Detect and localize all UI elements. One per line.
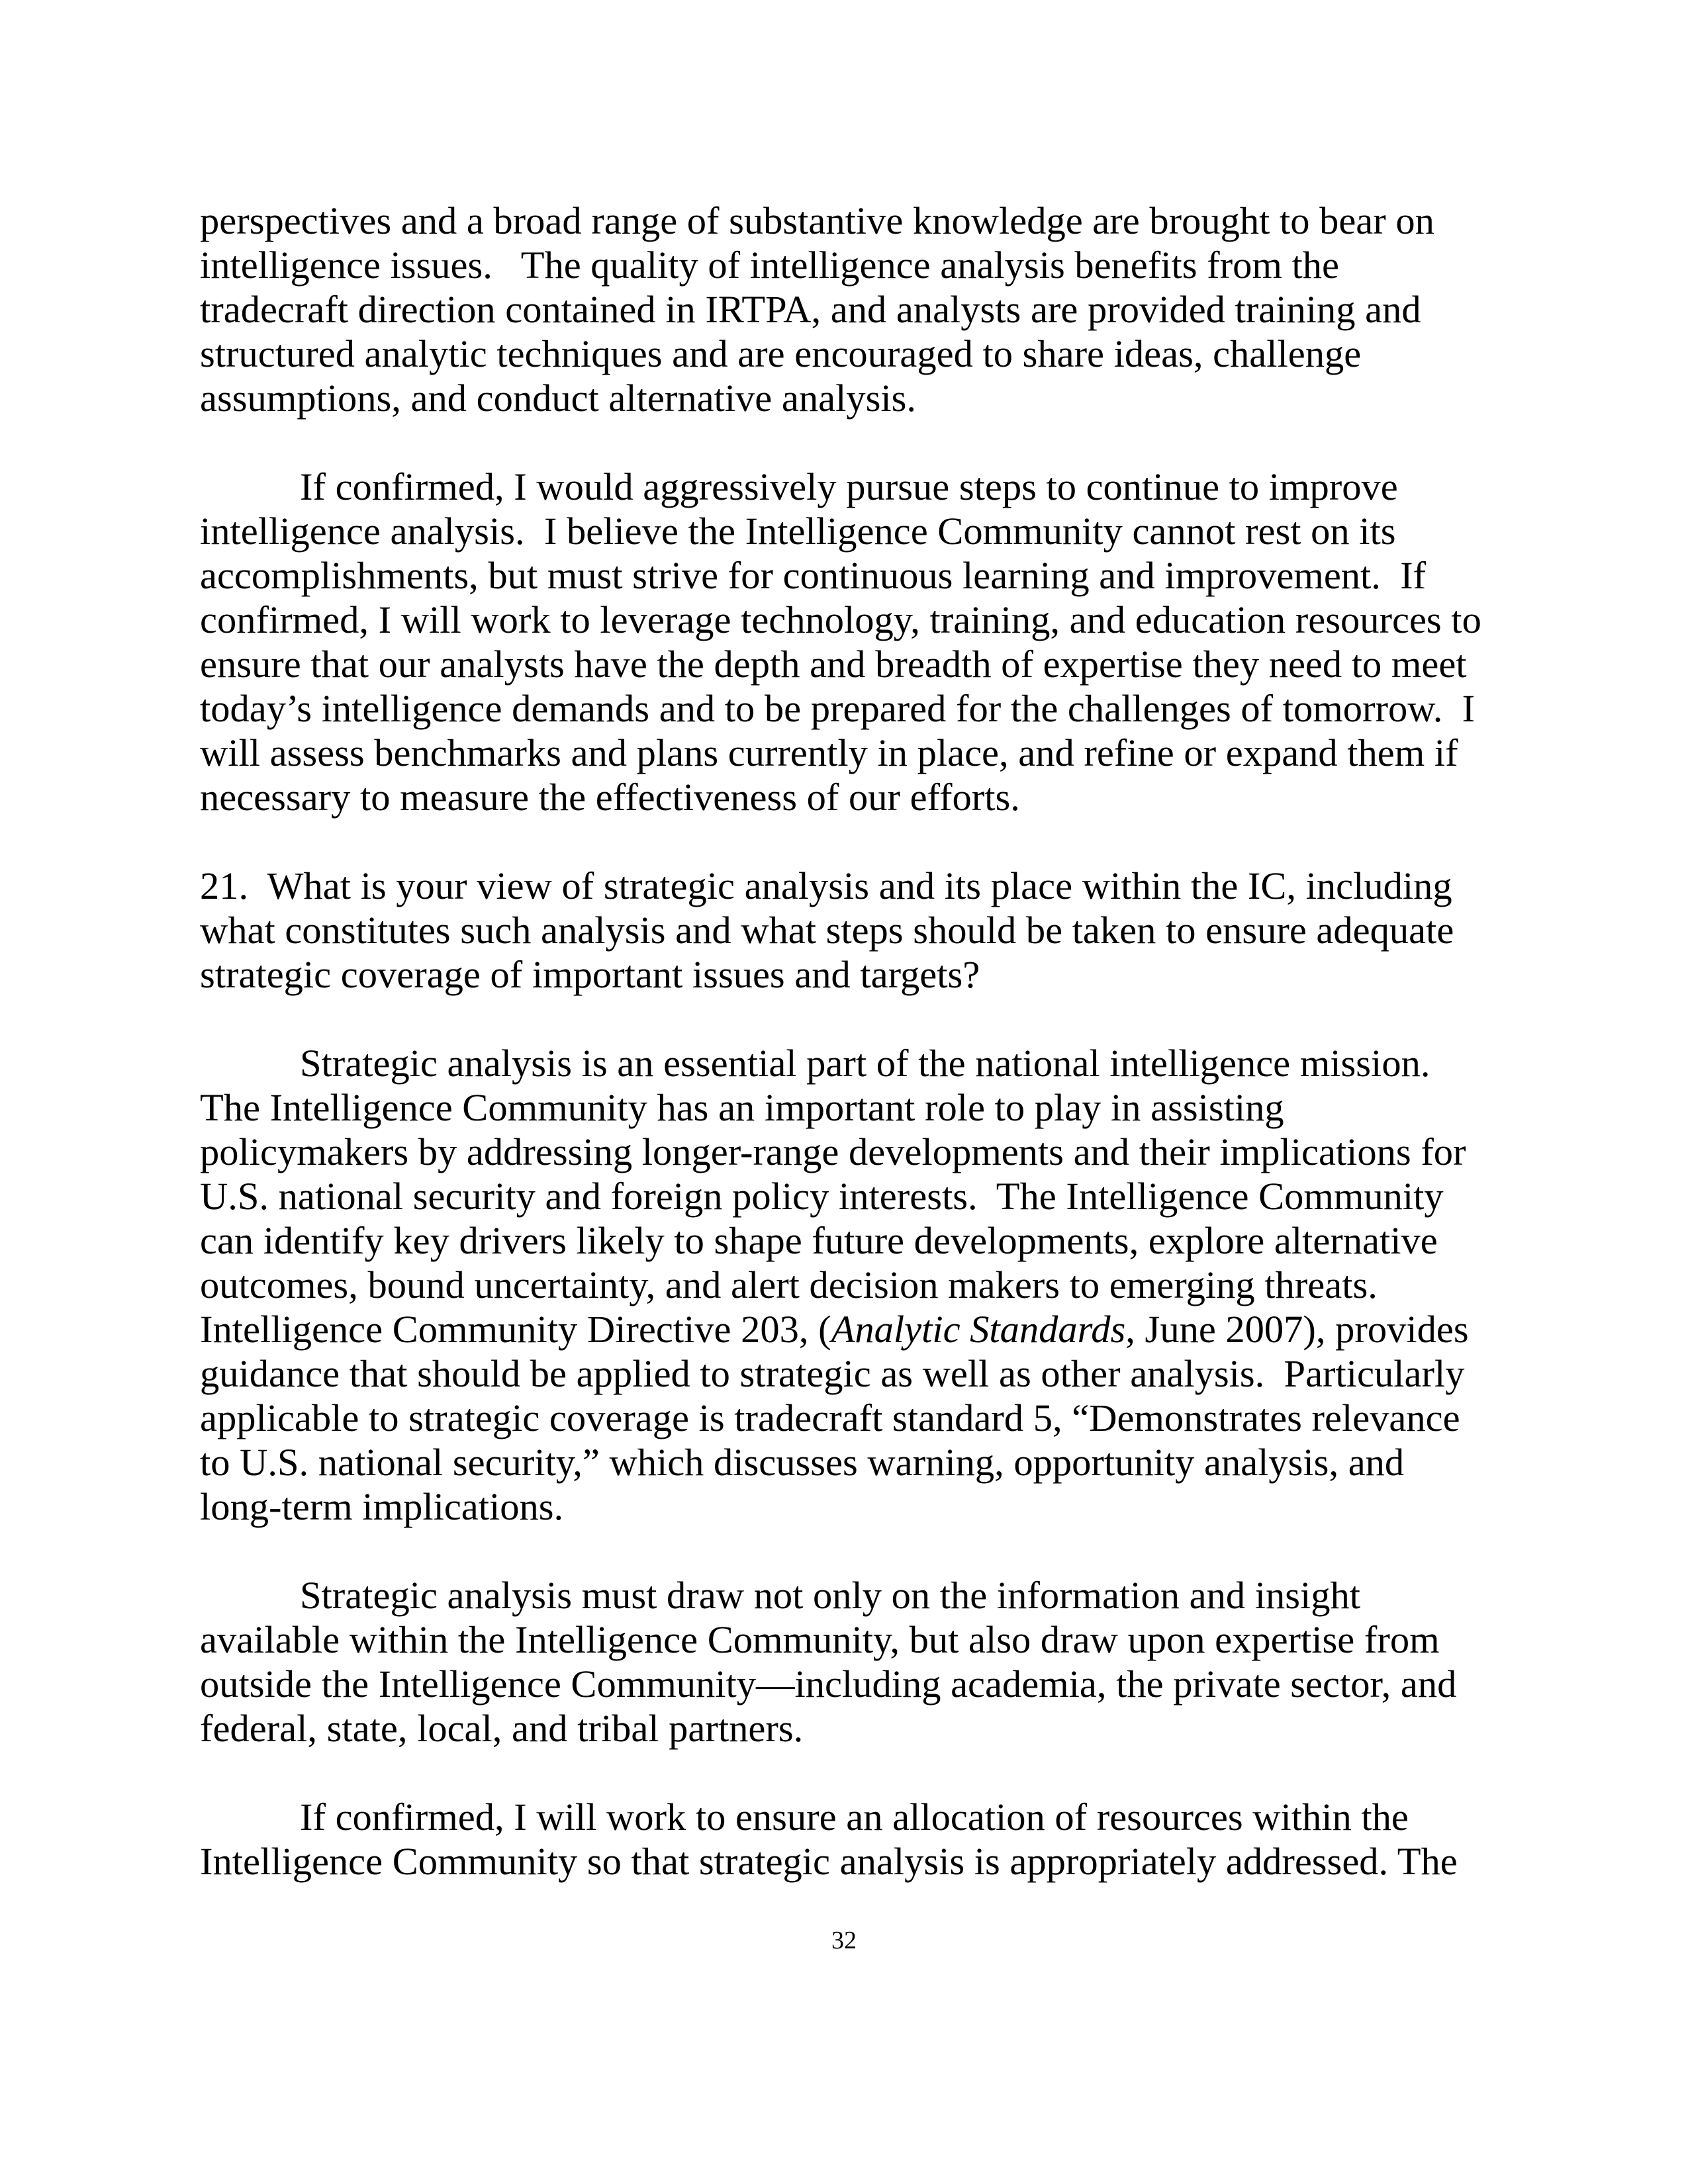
text-line: today’s intelligence demands and to be prepared for the challenges of tomorrow. I: [200, 687, 1476, 730]
citation-prefix: Intelligence Community Directive 203, (: [200, 1308, 831, 1351]
text-line: guidance that should be applied to strategic as well as other analysis. Particularly: [200, 1352, 1465, 1395]
paragraph-first-line: Strategic analysis is an essential part of the national intelligence mission.: [300, 1042, 1430, 1085]
text-line: Intelligence Community so that strategic analysis is appropriately addressed. The: [200, 1840, 1458, 1883]
question-21-line: strategic coverage of important issues and targets?: [200, 953, 980, 996]
text-line: outside the Intelligence Community—including academia, the private sector, and: [200, 1662, 1457, 1706]
citation-title-italic: Analytic Standards: [831, 1308, 1126, 1351]
text-line: will assess benchmarks and plans currently in place, and refine or expand them if: [200, 731, 1458, 774]
question-21-line: 21. What is your view of strategic analysis and its place within the IC, including: [200, 864, 1452, 907]
text-line: perspectives and a broad range of substantive knowledge are brought to bear on: [200, 199, 1434, 242]
text-line: applicable to strategic coverage is tradecraft standard 5, “Demonstrates relevance: [200, 1396, 1460, 1439]
paragraph-first-line: If confirmed, I would aggressively pursue steps to continue to improve: [300, 465, 1398, 508]
text-line: intelligence issues. The quality of intelligence analysis benefits from the: [200, 244, 1339, 287]
text-line: accomplishments, but must strive for continuous learning and improvement. If: [200, 554, 1427, 597]
text-line: available within the Intelligence Community, but also draw upon expertise from: [200, 1618, 1440, 1661]
citation-suffix: , June 2007), provides: [1125, 1308, 1469, 1351]
text-line: policymakers by addressing longer-range developments and their implications for: [200, 1130, 1466, 1173]
text-line-with-citation: [200, 1307, 1469, 1351]
text-line: tradecraft direction contained in IRTPA, and analysts are provided training and: [200, 288, 1421, 331]
text-line: assumptions, and conduct alternative analysis.: [200, 377, 916, 420]
text-line: outcomes, bound uncertainty, and alert decision makers to emerging threats.: [200, 1263, 1378, 1306]
text-line: federal, state, local, and tribal partners.: [200, 1707, 804, 1750]
paragraph-first-line: If confirmed, I will work to ensure an allocation of resources within the: [300, 1796, 1409, 1839]
text-line: ensure that our analysts have the depth and breadth of expertise they need to meet: [200, 643, 1467, 686]
text-line: long-term implications.: [200, 1485, 564, 1528]
text-line: to U.S. national security,” which discusses warning, opportunity analysis, and: [200, 1441, 1405, 1484]
text-line: necessary to measure the effectiveness of our efforts.: [200, 776, 1020, 819]
text-line: structured analytic techniques and are encouraged to share ideas, challenge: [200, 332, 1362, 375]
question-21-line: what constitutes such analysis and what steps should be taken to ensure adequate: [200, 909, 1454, 952]
paragraph-first-line: Strategic analysis must draw not only on the information and insight: [300, 1574, 1361, 1617]
text-line: intelligence analysis. I believe the Intelligence Community cannot rest on its: [200, 510, 1396, 553]
text-line: U.S. national security and foreign policy interests. The Intelligence Community: [200, 1175, 1444, 1218]
text-line: confirmed, I will work to leverage technology, training, and education resources to: [200, 598, 1481, 641]
text-line: can identify key drivers likely to shape future developments, explore alternative: [200, 1219, 1438, 1262]
text-line: The Intelligence Community has an important role to play in assisting: [200, 1086, 1284, 1129]
page-number: 32: [831, 1927, 857, 1954]
